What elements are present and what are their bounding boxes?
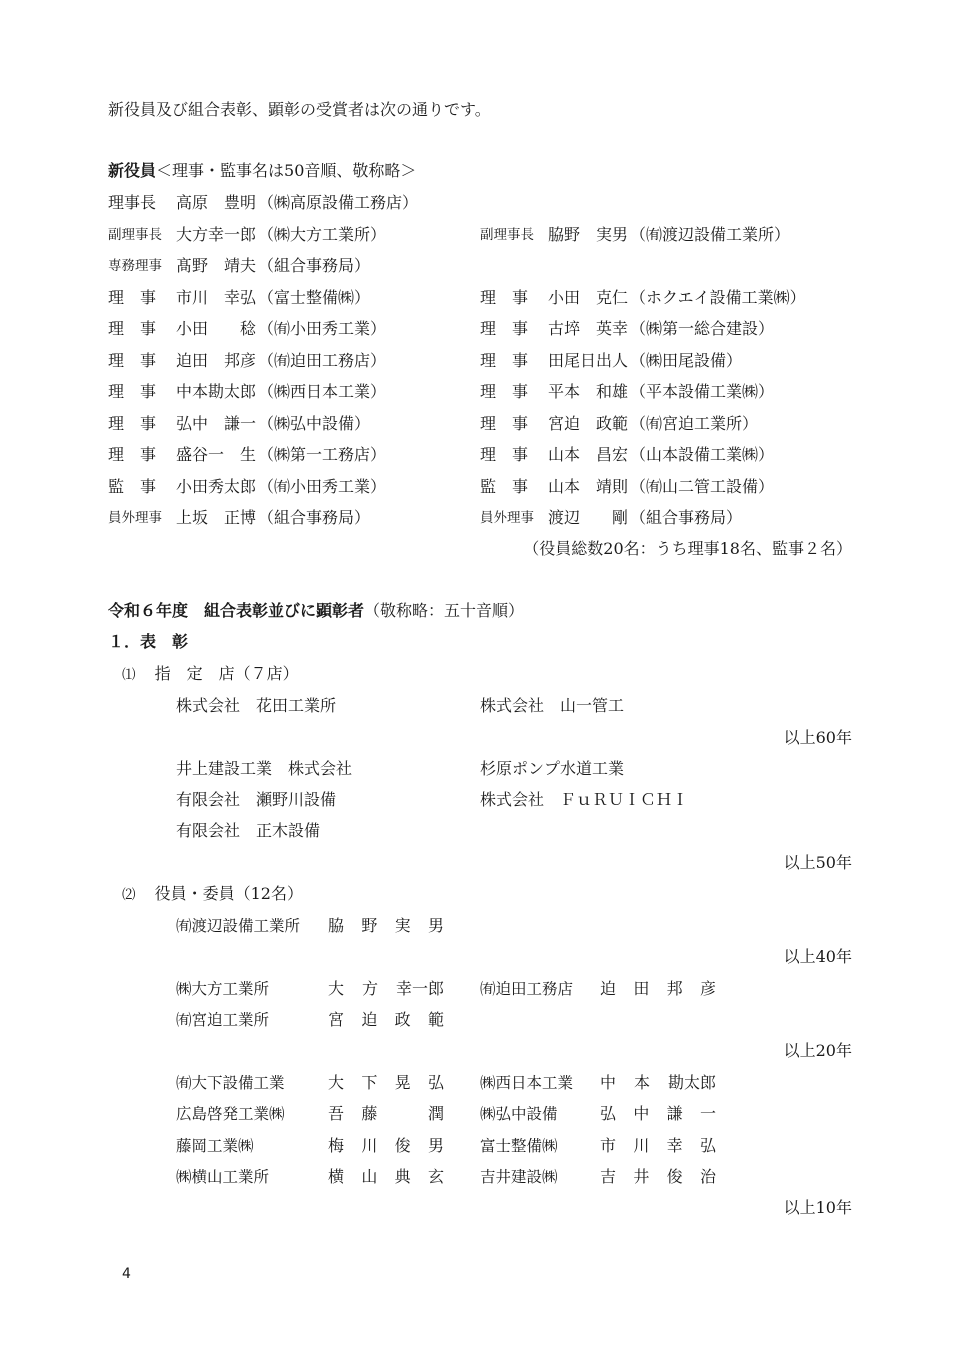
store-name: 株式会社 花田工業所 (176, 696, 337, 715)
officer-role: 理 事 (480, 414, 529, 433)
subsection-2 (122, 884, 303, 905)
subsection-1-label: 指 定 店（７店） (154, 664, 299, 683)
officer-name: 高原 豊明 (176, 193, 257, 212)
officer-role: 理 事 (480, 445, 529, 464)
officer-name: 山本 靖則 (548, 477, 629, 496)
officer-role: 監 事 (108, 477, 157, 496)
subsection-2-label: 役員・委員（12名） (154, 884, 303, 903)
tier-50-label: 以上50年 (783, 853, 852, 872)
honoree-name: 市 川 幸 弘 (600, 1136, 716, 1155)
officer-org: （㈱第一工務店） (258, 445, 387, 464)
section-1-title: １．表 彰 (108, 632, 189, 651)
honoree-org: 藤岡工業㈱ (176, 1137, 254, 1155)
officer-org: （㈲小田秀工業） (258, 477, 387, 496)
officer-org: （㈲小田秀工業） (258, 319, 387, 338)
officer-org: （㈱第一総合建設） (630, 319, 775, 338)
honoree-name: 脇 野 実 男 (328, 916, 444, 935)
officer-role: 監 事 (480, 477, 529, 496)
officer-org: （富士整備㈱） (258, 288, 371, 307)
tier-40-label: 以上40年 (783, 947, 852, 966)
honoree-name: 梅 川 俊 男 (328, 1136, 444, 1155)
honoree-name: 吾 藤 潤 (328, 1104, 444, 1123)
tier-10-label: 以上10年 (783, 1198, 852, 1217)
officer-org: （ホクエイ設備工業㈱） (630, 288, 806, 307)
officer-role: 理 事 (480, 319, 529, 338)
officer-role: 専務理事 (108, 258, 162, 274)
tier-20-label: 以上20年 (783, 1041, 852, 1060)
officer-org: （㈱田尾設備） (630, 351, 743, 370)
officer-name: 平本 和雄 (548, 382, 629, 401)
officer-org: （㈲山二管工設備） (630, 477, 775, 496)
officer-role: 理 事 (108, 382, 157, 401)
awards-heading: 令和６年度 組合表彰並びに顕彰者 (108, 601, 365, 620)
officer-name: 田尾日出人 (548, 351, 629, 370)
subsection-1-number: ⑴ (122, 667, 136, 683)
officer-org: （㈲迫田工務店） (258, 351, 387, 370)
officers-heading-line (108, 161, 416, 181)
officer-name: 市川 幸弘 (176, 288, 257, 307)
honoree-org: 吉井建設㈱ (480, 1168, 558, 1186)
officer-role: 理 事 (480, 351, 529, 370)
officer-role: 理 事 (480, 288, 529, 307)
officer-org: （㈲宮迫工業所） (630, 414, 759, 433)
officer-org: （組合事務局） (630, 508, 743, 527)
officer-role: 理 事 (108, 445, 157, 464)
officer-org: （㈲渡辺設備工業所） (630, 225, 791, 244)
officer-name: 小田秀太郎 (176, 477, 257, 496)
officer-name: 小田 克仁 (548, 288, 629, 307)
store-name: 有限会社 正木設備 (176, 821, 321, 840)
officer-name: 上坂 正博 (176, 508, 257, 527)
officers-summary: （役員総数20名：うち理事18名、監事２名） (523, 539, 852, 558)
officer-org: （組合事務局） (258, 256, 371, 275)
officer-role: 副理事長 (108, 227, 162, 243)
honoree-name: 吉 井 俊 治 (600, 1167, 716, 1186)
officer-name: 盛谷一 生 (176, 445, 257, 464)
honoree-org: ㈱弘中設備 (480, 1105, 558, 1123)
officer-name: 山本 昌宏 (548, 445, 629, 464)
officer-name: 髙野 靖夫 (176, 256, 257, 275)
officer-role: 員外理事 (480, 510, 534, 526)
store-name: 杉原ポンプ水道工業 (480, 759, 625, 778)
page-number: 4 (122, 1266, 131, 1282)
honoree-org: ㈲渡辺設備工業所 (176, 917, 301, 935)
honoree-name: 中 本 勘太郎 (600, 1073, 716, 1092)
honoree-name: 宮 迫 政 範 (328, 1010, 444, 1029)
honoree-org: 広島啓発工業㈱ (176, 1105, 285, 1123)
awards-heading-line (108, 601, 524, 621)
honoree-org: ㈱大方工業所 (176, 980, 270, 998)
officer-org: （山本設備工業㈱） (630, 445, 775, 464)
officer-org: （㈱大方工業所） (258, 225, 387, 244)
officer-role: 理 事 (108, 319, 157, 338)
honoree-name: 横 山 典 玄 (328, 1167, 444, 1186)
officer-name: 古埣 英幸 (548, 319, 629, 338)
officers-heading-note: ＜理事・監事名は50音順、敬称略＞ (156, 161, 417, 180)
officer-name: 迫田 邦彦 (176, 351, 257, 370)
officer-org: （平本設備工業㈱） (630, 382, 775, 401)
honoree-org: 富士整備㈱ (480, 1137, 558, 1155)
officer-role: 理事長 (108, 193, 157, 212)
store-name: 有限会社 瀬野川設備 (176, 790, 337, 809)
tier-60-label: 以上60年 (783, 728, 852, 747)
officer-name: 中本勘太郎 (176, 382, 257, 401)
officer-name: 渡辺 剛 (548, 508, 629, 527)
honoree-name: 弘 中 謙 一 (600, 1104, 716, 1123)
honoree-name: 大 下 晃 弘 (328, 1073, 444, 1092)
officer-org: （組合事務局） (258, 508, 371, 527)
honoree-org: ㈱横山工業所 (176, 1168, 270, 1186)
officer-role: 員外理事 (108, 510, 162, 526)
officers-heading: 新役員 (108, 161, 157, 180)
store-name: 株式会社 ＦｕＲＵＩＣＨＩ (480, 790, 689, 809)
honoree-org: ㈱西日本工業 (480, 1074, 574, 1092)
honoree-name: 迫 田 邦 彦 (600, 979, 716, 998)
officer-name: 宮迫 政範 (548, 414, 629, 433)
officer-org: （㈱高原設備工務店） (258, 193, 419, 212)
officer-role: 理 事 (108, 288, 157, 307)
awards-heading-note: （敬称略：五十音順） (364, 601, 525, 620)
officer-org: （㈱西日本工業） (258, 382, 387, 401)
officer-name: 小田 稔 (176, 319, 257, 338)
officer-role: 理 事 (108, 414, 157, 433)
honoree-name: 大 方 幸一郎 (328, 979, 444, 998)
subsection-1 (122, 664, 299, 685)
officer-role: 副理事長 (480, 227, 534, 243)
officer-name: 大方幸一郎 (176, 225, 257, 244)
store-name: 株式会社 山一管工 (480, 696, 625, 715)
honoree-org: ㈲大下設備工業 (176, 1074, 285, 1092)
officer-name: 脇野 実男 (548, 225, 629, 244)
subsection-2-number: ⑵ (122, 887, 136, 903)
store-name: 井上建設工業 株式会社 (176, 759, 353, 778)
honoree-org: ㈲迫田工務店 (480, 980, 574, 998)
officer-role: 理 事 (108, 351, 157, 370)
officer-org: （㈱弘中設備） (258, 414, 371, 433)
officer-name: 弘中 謙一 (176, 414, 257, 433)
officer-role: 理 事 (480, 382, 529, 401)
honoree-org: ㈲宮迫工業所 (176, 1011, 270, 1029)
intro-text: 新役員及び組合表彰、顕彰の受賞者は次の通りです。 (108, 100, 491, 119)
